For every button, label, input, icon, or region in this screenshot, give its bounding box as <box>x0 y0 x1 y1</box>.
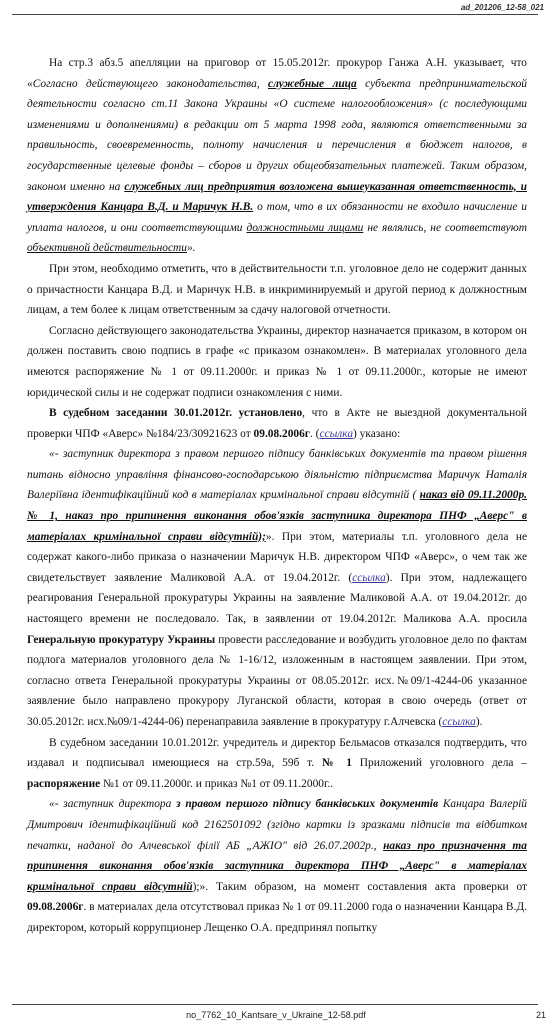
text-run: №1 от 09.11.2000г. и приказ №1 от 09.11.2000г.. <box>100 777 334 790</box>
text-run: з правом першого підпису банківських документів <box>176 798 439 811</box>
text-run: объективной действительности <box>27 242 187 255</box>
text-run: ). При этом, надлежащего реагирования Генеральной прокуратуры Украины на заявление Маликовой А.А. от 19.04.2012г. до настоящего времени не последовало. Так, в заявлении от 19.04.2012г. Маликова А.А. просила <box>27 571 527 626</box>
text-run: При этом, необходимо отметить, что в действительности т.п. уголовное дело не содержит данных о причастности Канцара В.Д. и Маричук Н.В. в инкриминируемый и другой период к должностным лицам, а тем более к лицам ответственным за сдачу налоговой отчетности. <box>27 262 527 317</box>
text-run: Согласно действующего законодательства, <box>32 77 269 90</box>
paragraph <box>27 403 527 444</box>
text-run: № 1 <box>321 757 352 770</box>
text-run: ) указано: <box>353 427 401 440</box>
text-run: 09.08.2006г <box>27 901 84 914</box>
paragraph <box>27 321 527 403</box>
text-run: );». Таким образом, на момент составления акта проверки от <box>192 880 527 893</box>
footer-filename: no_7762_10_Kantsare_v_Ukraine_12-58.pdf <box>186 1010 366 1020</box>
reference-link[interactable]: ссылка <box>352 571 386 584</box>
paragraph <box>27 259 527 321</box>
text-run: наказ від 09.11.2000р. № 1, наказ про припинення виконання обов'язків заступника директора ПНФ „Аверс" в матеріалах кримінальної справи відсутній); <box>27 489 527 543</box>
text-run: 09.08.2006г <box>253 427 310 440</box>
text-run: . ( <box>309 427 320 440</box>
text-run: о том, что в их обязанности не входило начисление и уплата налогов, и они соответствующими <box>27 201 527 234</box>
reference-link[interactable]: ссылка <box>319 427 354 440</box>
text-run: «- заступник директора <box>49 798 177 811</box>
paragraph <box>27 794 527 938</box>
text-run: служебных лиц предприятия возложена вышеуказанная ответственность, и утверждения Канцара В.Д. и Маричук Н.В. <box>27 180 527 214</box>
text-run: В судебном заседании 30.01.2012г. установлено <box>49 407 303 420</box>
text-run: Согласно действующего законодательства Украины, директор назначается приказом, в котором он должен поставить свою подпись в графе «с приказом ознакомлен». В материалах уголовного дела имеются распоряжение № 1 от 09.11.2000г. и приказ № 1 от 09.11.2000г., которые не имеют юридической силы и не содержат подписи ознакомления с ними. <box>27 324 527 399</box>
text-run: ». При этом, материалы т.п. уголовного дела не содержат какого-либо приказа о назначении Маричук Н.В. директором ЧПФ «Аверс», о чем так же свидетельствует заявление Маликовой А.А. от 19.04.2012г. ( <box>27 530 527 584</box>
paragraph <box>27 444 527 732</box>
text-run: На стр.3 абз.5 апелляции на приговор от 15.05.2012г. прокурор Ганжа А.Н. указывает, что « <box>27 57 527 90</box>
text-run: Приложений уголовного дела – <box>351 757 527 770</box>
document-code-header: ad_201206_12-58_021 <box>460 3 544 12</box>
text-run: наказ про призначення та припинення виконання обов'язків заступника директора ПНФ „Аверс" в матеріалах кримінальної справи відсутній <box>27 839 527 893</box>
paragraph <box>27 53 527 259</box>
top-border-line <box>12 14 538 15</box>
text-run: не являлись, не соответствуют <box>363 221 527 234</box>
text-run: ). <box>475 716 483 728</box>
text-run: субъекта предпринимательской деятельности согласно ст.11 Закона Украины «О системе налогообложения» (с последующими изменениями и дополнениями) в редакции от 5 марта 1998 года, являются ответственными за правильность, своевременность, полноту начисления и перечисления в бюджет налогов, в государственные целевые фонды – сборов и других общеобязательных платежей. Таким образом, законом именно на <box>27 77 527 193</box>
footer-page-number: 21 <box>535 1010 546 1020</box>
text-run: . в материалах дела отсутствовал приказ № 1 от 09.11.2000 года о назначении Канцара В.Д. директором, который коррупционер Лещенко О.А. предпринял попытку <box>27 901 527 934</box>
text-run: должностными лицами <box>246 221 364 234</box>
text-run: В судебном заседании 10.01.2012г. учредитель и директор Бельмасов отказался подтвердить, что издавал и подписывал имеющиеся на стр.59а, 59б т. <box>27 736 527 770</box>
text-run: , что в Акте не выездной документальной проверки ЧПФ «Аверс» №184/23/30921623 от <box>27 407 527 440</box>
text-run: распоряжение <box>27 777 101 790</box>
text-run: «- заступник директора з правом першого підпису банківських документів та правом рішення питань відносно управління фінансово-господарською діяльністю підприємства Маричук Наталія Валеріївна ідентифікаційний код в матеріалах кримінальної справи відсутній ( <box>27 448 527 502</box>
text-run: Генеральную прокуратуру Украины <box>27 633 216 646</box>
paragraph <box>27 733 527 795</box>
text-run: провести расследование и возбудить уголовное дело по фактам подлога материалов уголовного дела № 1-16/12, изложенным в настоящем заявлении. При этом, согласно ответа Генеральной прокуратуры Украины от 08.05.2012г. исх.№09/1-4244-06 указанное заявление было направлено прокурору Луганской области, которая в свою очередь (ответ от 30.05.2012г. исх.№09/1-4244-06) перенаправила заявление в прокуратуру г.Алчевска ( <box>27 633 527 728</box>
text-run: Канцара Валерій Дмитрович ідентифікаційний код 2162501092 (згідно картки із зразками підписів та відбитком печатки, наданої до Алчевської філії АБ „АЖІО" від 26.07.2002р., <box>27 798 527 852</box>
text-run: ». <box>186 242 196 255</box>
reference-link[interactable]: ссылка <box>442 716 476 728</box>
document-body <box>27 53 527 939</box>
bottom-border-line <box>12 1004 538 1005</box>
text-run: служебные лица <box>268 77 357 90</box>
